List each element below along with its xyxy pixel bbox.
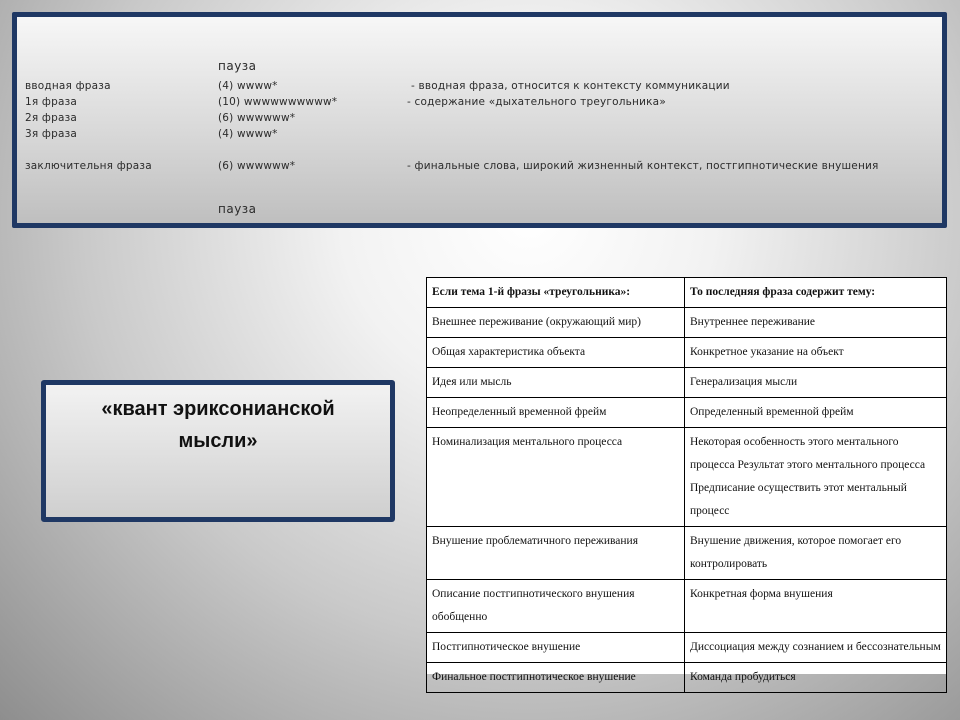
row-label-intro: вводная фраза bbox=[25, 80, 111, 92]
row-comment-1: - содержание «дыхательного треугольника» bbox=[407, 96, 666, 108]
table-cell-right: Внутреннее переживание bbox=[685, 308, 947, 338]
row-code-final: (6) wwwwww* bbox=[218, 160, 296, 172]
phrase-structure-box bbox=[12, 12, 947, 228]
table-cell-left: Внушение проблематичного переживания bbox=[427, 527, 685, 580]
table-cell-left: Постгипнотическое внушение bbox=[427, 633, 685, 663]
row-code-2: (6) wwwwww* bbox=[218, 112, 296, 124]
table-cell-left: Идея или мысль bbox=[427, 368, 685, 398]
triangle-table-container bbox=[426, 277, 946, 683]
table-row bbox=[427, 368, 947, 398]
row-code-1: (10) wwwwwwwwww* bbox=[218, 96, 338, 108]
quantum-title bbox=[46, 393, 390, 457]
pause-bottom-label: пауза bbox=[218, 202, 257, 216]
row-label-3: 3я фраза bbox=[25, 128, 78, 140]
pause-top-label: пауза bbox=[218, 59, 257, 73]
table-cell-left: Внешнее переживание (окружающий мир) bbox=[427, 308, 685, 338]
table-row bbox=[427, 663, 947, 693]
quantum-title-line1: «квант эриксонианской bbox=[101, 398, 335, 420]
row-code-intro: (4) wwww* bbox=[218, 80, 278, 92]
table-row bbox=[427, 338, 947, 368]
row-comment-final: - финальные слова, широкий жизненный контекст, постгипнотические внушения bbox=[407, 160, 879, 172]
table-cell-right: Команда пробудиться bbox=[685, 663, 947, 693]
table-cell-left: Описание постгипнотического внушения обобщенно bbox=[427, 580, 685, 633]
quantum-title-line2: мысли» bbox=[178, 430, 258, 452]
table-cell-right: Внушение движения, которое помогает его контролировать bbox=[685, 527, 947, 580]
table-cell-right: Определенный временной фрейм bbox=[685, 398, 947, 428]
table-row bbox=[427, 428, 947, 527]
table-row bbox=[427, 398, 947, 428]
table-cell-right: Генерализация мысли bbox=[685, 368, 947, 398]
table-cell-right: Конкретная форма внушения bbox=[685, 580, 947, 633]
table-cell-right: Некоторая особенность этого ментального процесса Результат этого ментального процесса Предписание осуществить этот ментальный процесс bbox=[685, 428, 947, 527]
table-cell-right: Конкретное указание на объект bbox=[685, 338, 947, 368]
row-code-3: (4) wwww* bbox=[218, 128, 278, 140]
table-header-right: То последняя фраза содержит тему: bbox=[685, 278, 947, 308]
table-cell-left: Номинализация ментального процесса bbox=[427, 428, 685, 527]
table-header-row bbox=[427, 278, 947, 308]
row-label-final: заключительня фраза bbox=[25, 160, 152, 172]
table-row bbox=[427, 633, 947, 663]
row-comment-intro: - вводная фраза, относится к контексту коммуникации bbox=[411, 80, 730, 92]
table-row bbox=[427, 527, 947, 580]
table-cell-left: Финальное постгипнотическое внушение bbox=[427, 663, 685, 693]
table-header-left: Если тема 1-й фразы «треугольника»: bbox=[427, 278, 685, 308]
table-row bbox=[427, 580, 947, 633]
row-label-1: 1я фраза bbox=[25, 96, 78, 108]
quantum-title-box bbox=[41, 380, 395, 522]
triangle-table bbox=[426, 277, 947, 693]
table-cell-left: Общая характеристика объекта bbox=[427, 338, 685, 368]
row-label-2: 2я фраза bbox=[25, 112, 78, 124]
table-row bbox=[427, 308, 947, 338]
table-cell-left: Неопределенный временной фрейм bbox=[427, 398, 685, 428]
table-cell-right: Диссоциация между сознанием и бессознательным bbox=[685, 633, 947, 663]
